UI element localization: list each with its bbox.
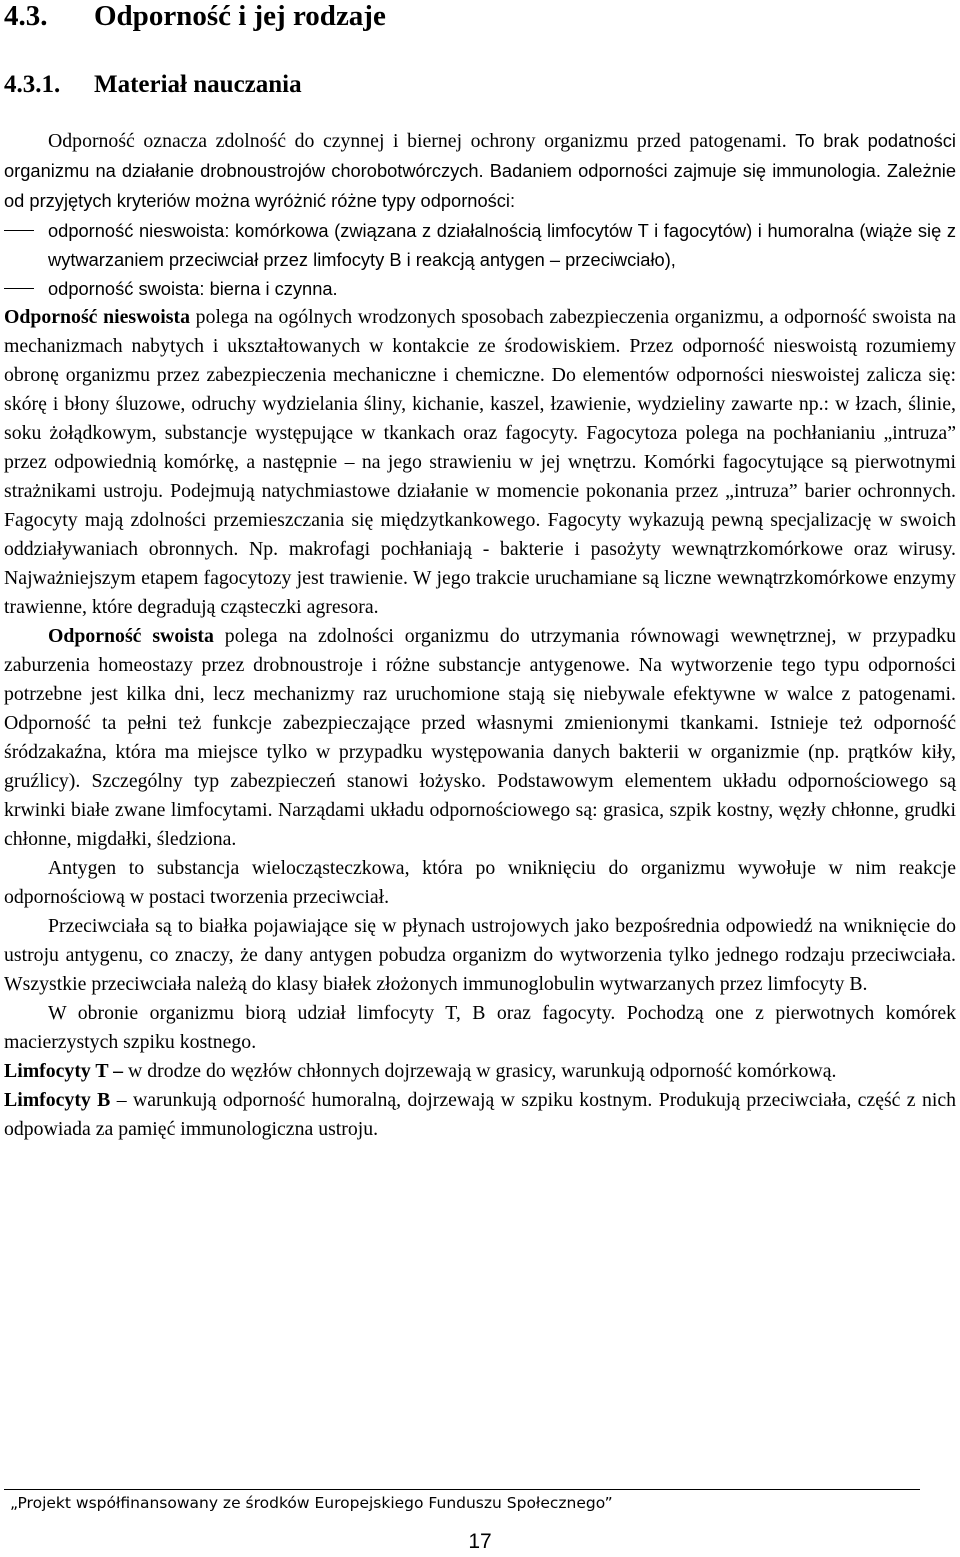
paragraph-specific <box>4 622 956 854</box>
immunity-types-list <box>4 216 956 303</box>
term-t-cells: Limfocyty T – <box>4 1060 124 1082</box>
paragraph-text: polega na ogólnych wrodzonych sposobach zabezpieczenia organizmu, a odporność swoista na mechanizmach nabytych i ukształtowanych w kontakcie ze środowiskiem. Przez odporność nieswoistą rozumiemy obronę organizmu przez zabezpieczenia mechaniczne i chemiczne. Do elementów odporności nieswoistej zalicza się: skórę i błony śluzowe, odruchy wydzielania śliny, kichanie, kaszel, łzawienie, wydzieliny zawarte np.: w łzach, ślinie, soku żołądkowym, substancje występujące w tkankach oraz fagocyty. Fagocytoza polega na pochłanianiu „intruza” przez odpowiednią komórkę, a następnie – na jego strawieniu w jej wnętrzu. Komórki fagocytujące są pierwotnymi strażnikami ustroju. Podejmują natychmiastowe działanie w momencie pokonania przez „intruza” barier ochronnych. Fagocyty mają zdolności przemieszczania się międzytkankowego. Fagocyty wykazują pewną specjalizację w swoich oddziaływaniach obronnych. Np. makrofagi pochłaniają - bakterie i pasożyty wewnątrzkomórkowe oraz wirusy. Najważniejszym etapem fagocytozy jest trawienie. W jego trakcie uruchamiane są liczne wewnątrzkomórkowe enzymy trawienne, które degradują cząsteczki agresora. <box>4 306 956 618</box>
paragraph-b-cells <box>4 1086 956 1144</box>
paragraph-text: – warunkują odporność humoralną, dojrzewają w szpiku kostnym. Produkują przeciwciała, część z nich odpowiada za pamięć immunologiczna ustroju. <box>4 1089 957 1140</box>
term-specific: Odporność swoista <box>48 625 214 647</box>
term-nonspecific: Odporność nieswoista <box>4 306 190 328</box>
paragraph-nonspecific <box>4 303 956 622</box>
subsection-title: Materiał nauczania <box>94 71 302 98</box>
list-item: odporność swoista: bierna i czynna. <box>4 274 956 303</box>
paragraph-antibodies: Przeciwciała są to białka pojawiające się w płynach ustrojowych jako bezpośrednia odpowiedź na wniknięcie do ustroju antygenu, co znaczy, że dany antygen pobudza organizm do wytworzenia tylko jednego rodzaju przeciwciała. Wszystkie przeciwciała należą do klasy białek złożonych immunoglobulin wytwarzanych przez limfocyty B. <box>4 915 956 995</box>
section-number: 4.3. <box>4 0 48 32</box>
subsection-heading <box>4 71 302 99</box>
paragraph-defense: W obronie organizmu biorą udział limfocyty T, B oraz fagocyty. Pochodzą one z pierwotnych komórek macierzystych szpiku kostnego. <box>4 1002 956 1053</box>
paragraph-text: polega na zdolności organizmu do utrzymania równowagi wewnętrznej, w przypadku zaburzenia homeostazy przez drobnoustroje i różne substancje antygenowe. Na wytworzenie tego typu odporności potrzebne jest kilka dni, lecz mechanizmy raz uruchomione stają się niebywale efektywne w walce z patogenami. Odporność ta pełni też funkcje zabezpieczające przed własnymi zmienionymi tkankami. Istnieje też odporność śródzakaźna, która ma miejsce tylko w przypadku występowania danych bakterii w organizmie (np. prątków kiły, gruźlicy). Szczególny typ zabezpieczeń stanowi łożysko. Podstawowym elementem układu odpornościowego są krwinki białe zwane limfocytami. Narządami układu odpornościowego są: grasica, szpik kostny, węzły chłonne, grudki chłonne, migdałki, śledziona. <box>4 625 956 850</box>
footer-text: „Projekt współfinansowany ze środków Europejskiego Funduszu Społecznego” <box>10 1494 613 1512</box>
paragraph-text: w drodze do węzłów chłonnych dojrzewają w grasicy, warunkują odporność komórkową. <box>123 1060 837 1082</box>
section-title: Odporność i jej rodzaje <box>94 0 386 32</box>
intro-sentence-1: Odporność oznacza zdolność do czynnej i biernej ochrony organizmu przed patogenami. <box>48 130 787 152</box>
term-b-cells: Limfocyty B <box>4 1089 111 1111</box>
page-number: 17 <box>468 1530 492 1553</box>
paragraph-t-cells <box>4 1057 956 1086</box>
paragraph-antigen: Antygen to substancja wielocząsteczkowa, która po wniknięciu do organizmu wywołuje w nim reakcje odpornościową w postaci tworzenia przeciwciał. <box>4 857 956 908</box>
intro-sentence-3: Zależnie od przyjętych kryteriów można wyróżnić różne typy odporności: <box>4 160 956 211</box>
list-item: odporność nieswoista: komórkowa (związana z działalnością limfocytów T i fagocytów) i humoralna (wiąże się z wytwarzaniem przeciwciał przez limfocyty B i reakcją antygen – przeciwciało), <box>4 216 956 274</box>
body-text <box>4 126 956 1144</box>
intro-sentence-2: To brak podatności organizmu na działanie drobnoustrojów chorobotwórczych. Badaniem odporności zajmuje się immunologia. <box>4 130 956 181</box>
footer-divider <box>4 1489 920 1490</box>
intro-paragraph <box>4 126 956 216</box>
section-heading <box>4 0 386 33</box>
subsection-number: 4.3.1. <box>4 71 61 98</box>
